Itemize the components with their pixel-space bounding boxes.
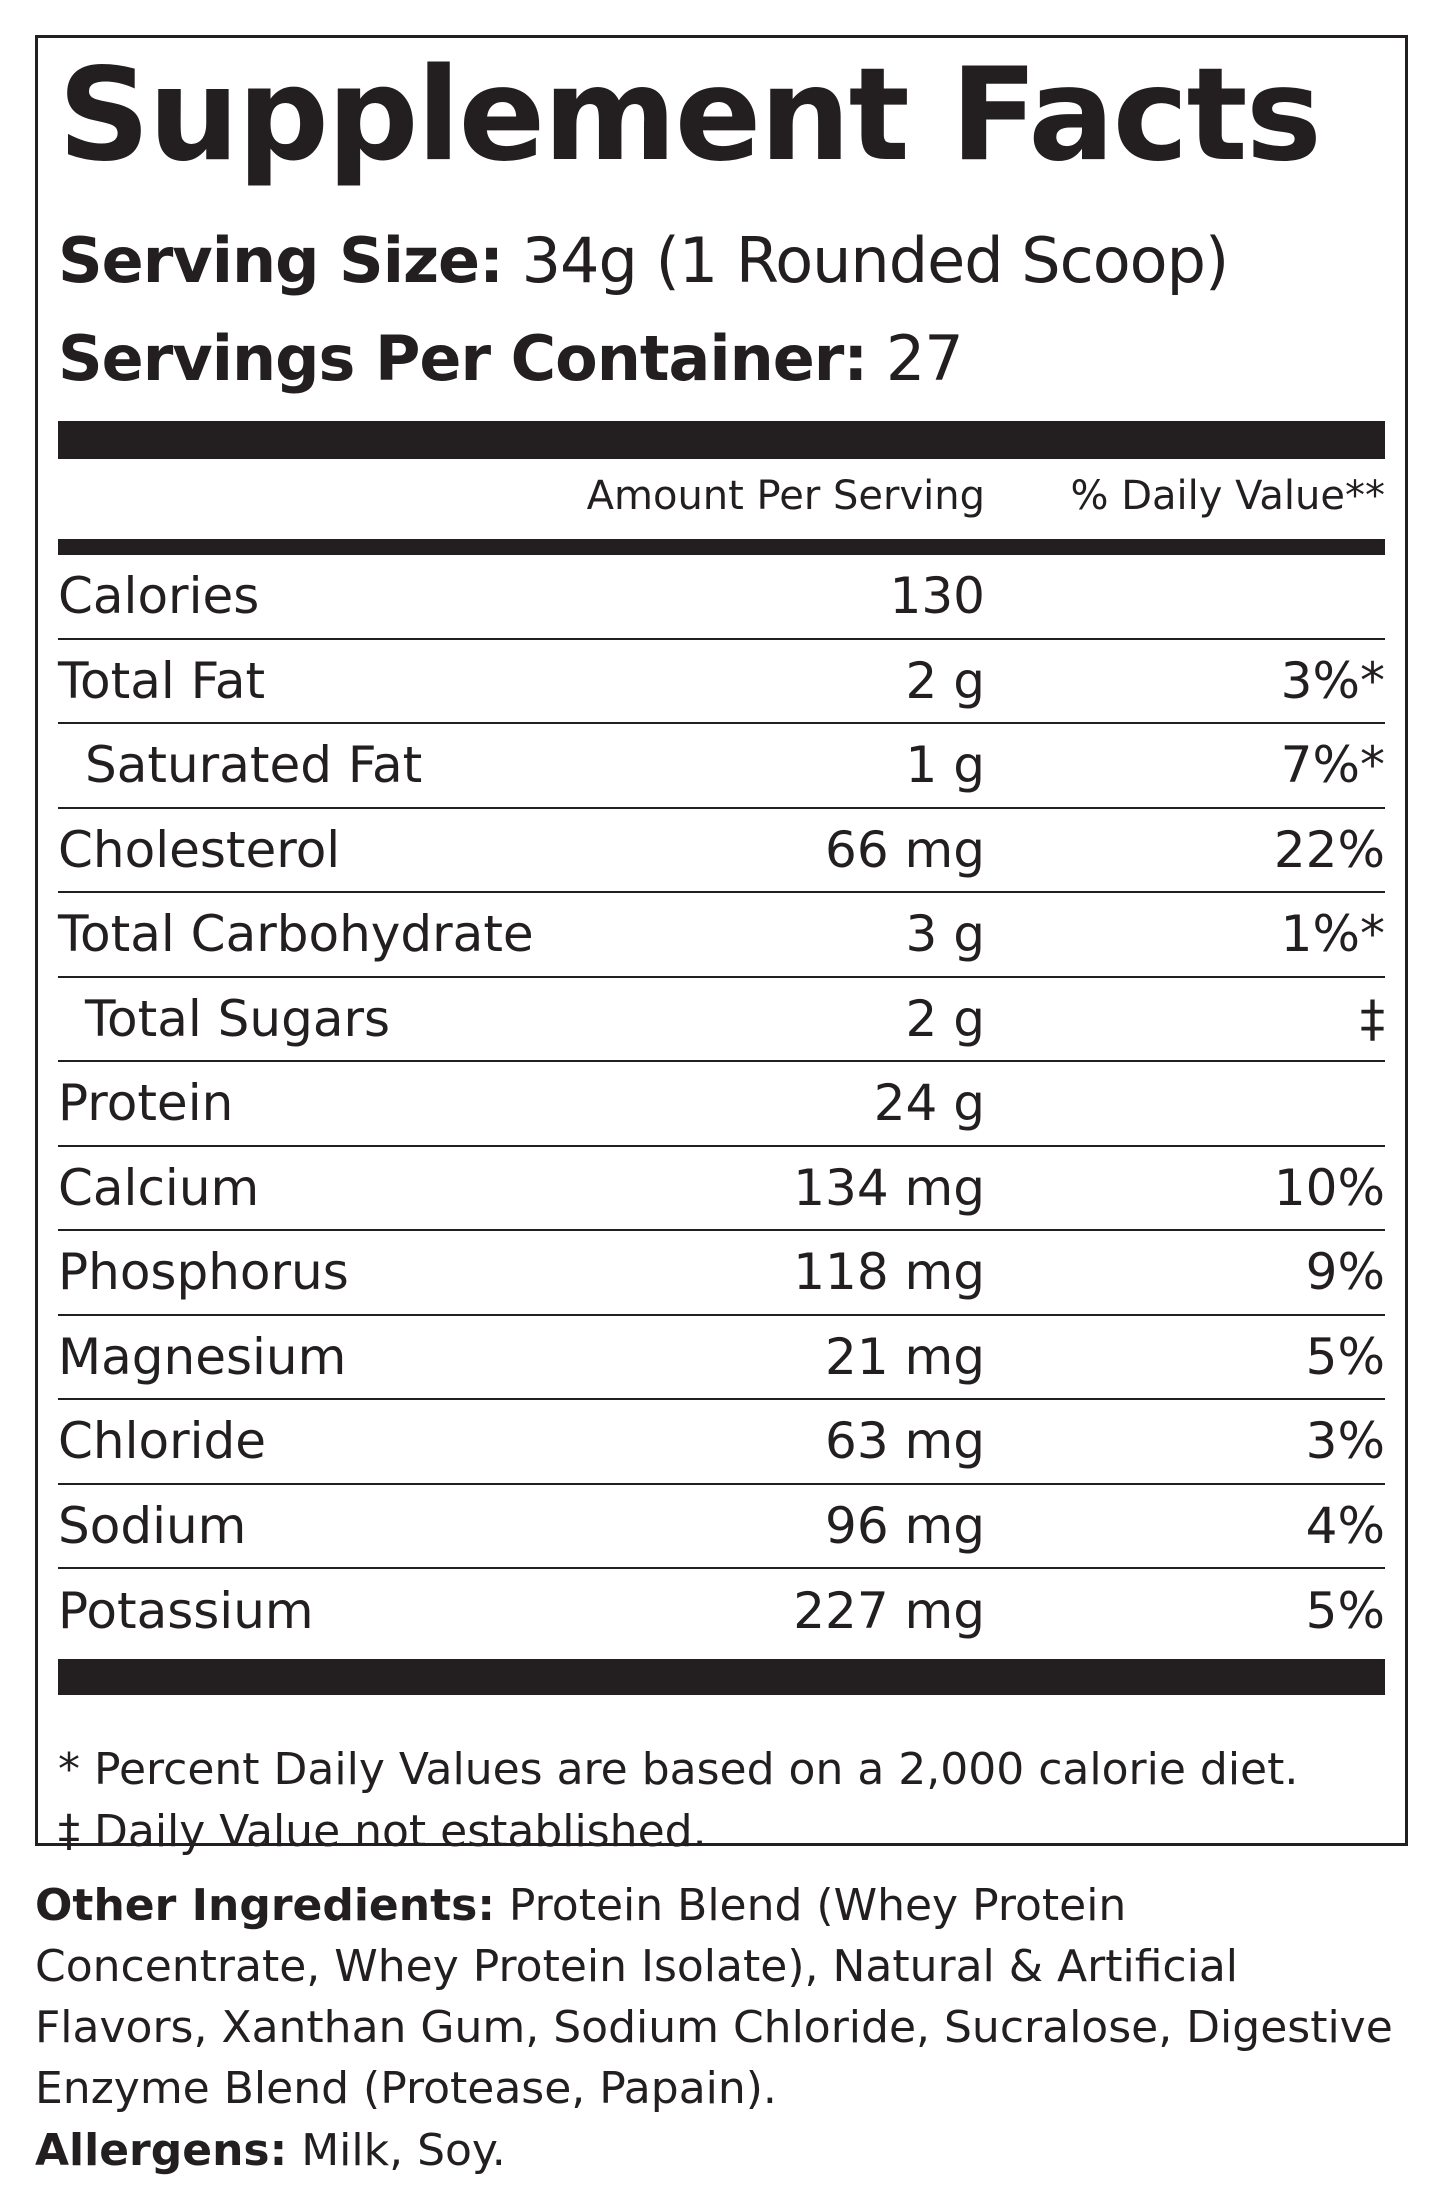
nutrient-amount: 63 mg — [825, 1412, 985, 1471]
nutrient-name: Protein — [58, 1074, 234, 1133]
supplement-facts-panel — [35, 35, 1408, 1857]
nutrient-daily-value: 22% — [1273, 820, 1385, 879]
allergens-text: Milk, Soy. — [301, 2125, 506, 2176]
nutrient-name: Cholesterol — [58, 820, 341, 879]
nutrient-amount: 21 mg — [825, 1327, 985, 1386]
nutrient-row-total-carbohydrate — [58, 893, 1385, 978]
servings-per-container-value: 27 — [885, 322, 963, 395]
nutrient-row-sodium — [58, 1485, 1385, 1570]
nutrient-amount: 118 mg — [793, 1243, 985, 1302]
nutrient-row-total-fat — [58, 640, 1385, 725]
serving-size-label: Serving Size: — [58, 224, 503, 297]
nutrient-amount: 2 g — [905, 651, 985, 710]
nutrient-row-total-sugars — [58, 978, 1385, 1063]
nutrient-name: Sodium — [58, 1496, 247, 1555]
allergens-label: Allergens: — [35, 2125, 288, 2176]
nutrient-daily-value: 7%* — [1280, 736, 1385, 795]
nutrient-name: Potassium — [58, 1582, 314, 1641]
thick-divider — [58, 421, 1385, 459]
panel-title: Supplement Facts — [58, 41, 1320, 190]
nutrient-amount: 1 g — [905, 736, 985, 795]
nutrient-name: Saturated Fat — [85, 736, 423, 795]
nutrient-row-potassium — [58, 1569, 1385, 1654]
nutrient-name: Calories — [58, 567, 260, 626]
nutrient-daily-value: 3% — [1305, 1412, 1385, 1471]
thick-divider-bottom — [58, 1659, 1385, 1695]
nutrient-name: Phosphorus — [58, 1243, 349, 1302]
nutrient-amount: 134 mg — [793, 1158, 985, 1217]
nutrient-name: Total Sugars — [85, 989, 391, 1048]
nutrient-daily-value: ‡ — [1360, 989, 1385, 1048]
nutrient-row-cholesterol — [58, 809, 1385, 894]
nutrient-amount: 2 g — [905, 989, 985, 1048]
nutrient-amount: 130 — [889, 567, 985, 626]
amount-column-header: Amount Per Serving — [586, 473, 985, 519]
other-ingredients — [35, 1875, 1408, 2119]
nutrient-row-calcium — [58, 1147, 1385, 1232]
nutrient-amount: 96 mg — [825, 1496, 985, 1555]
nutrient-name: Chloride — [58, 1412, 267, 1471]
nutrient-daily-value: 5% — [1305, 1327, 1385, 1386]
allergens — [35, 2120, 1408, 2181]
other-ingredients-text: Protein Blend (Whey Protein Concentrate, Whey Protein Isolate), Natural & Artificial Flavors, Xanthan Gum, Sodium Chloride, Sucralose, Digestive Enzyme Blend (Protease, Papain). — [35, 1880, 1393, 2114]
daily-value-column-header: % Daily Value** — [1070, 473, 1385, 519]
header-divider — [58, 539, 1385, 555]
nutrient-name: Total Carbohydrate — [58, 905, 534, 964]
nutrient-row-saturated-fat — [58, 724, 1385, 809]
nutrient-name: Calcium — [58, 1158, 260, 1217]
nutrient-row-chloride — [58, 1400, 1385, 1485]
nutrient-row-calories — [58, 555, 1385, 640]
nutrient-row-phosphorus — [58, 1231, 1385, 1316]
nutrient-name: Total Fat — [58, 651, 266, 710]
nutrient-row-protein — [58, 1062, 1385, 1147]
nutrient-daily-value: 1%* — [1280, 905, 1385, 964]
serving-size — [58, 224, 1229, 297]
nutrient-name: Magnesium — [58, 1327, 347, 1386]
nutrient-daily-value: 9% — [1305, 1243, 1385, 1302]
servings-per-container-label: Servings Per Container: — [58, 322, 868, 395]
nutrient-daily-value: 3%* — [1280, 651, 1385, 710]
nutrient-daily-value: 10% — [1273, 1158, 1385, 1217]
serving-size-value: 34g (1 Rounded Scoop) — [521, 224, 1229, 297]
nutrient-daily-value: 5% — [1305, 1582, 1385, 1641]
nutrient-amount: 227 mg — [793, 1582, 985, 1641]
nutrient-amount: 24 g — [873, 1074, 985, 1133]
nutrient-daily-value: 4% — [1305, 1496, 1385, 1555]
other-ingredients-label: Other Ingredients: — [35, 1880, 495, 1931]
servings-per-container — [58, 322, 963, 395]
footnote-not-established: ‡ Daily Value not established. — [58, 1806, 707, 1857]
nutrient-amount: 3 g — [905, 905, 985, 964]
nutrient-row-magnesium — [58, 1316, 1385, 1401]
nutrient-amount: 66 mg — [825, 820, 985, 879]
nutrient-table — [58, 555, 1385, 1654]
footnote-daily-values: * Percent Daily Values are based on a 2,000 calorie diet. — [58, 1744, 1299, 1795]
